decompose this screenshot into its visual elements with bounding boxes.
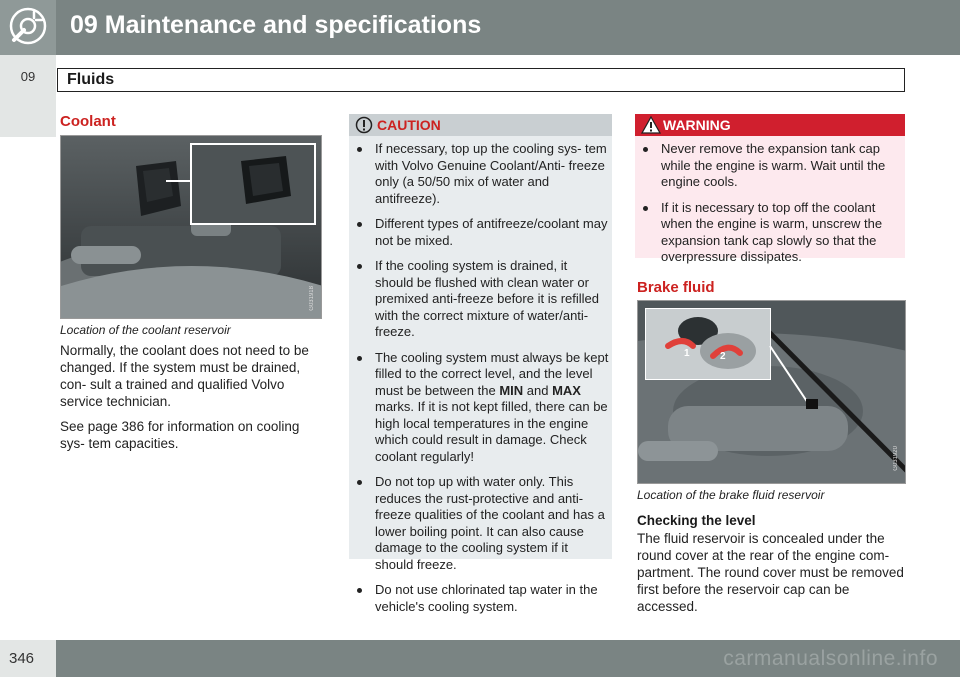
watermark: carmanualsonline.info: [723, 647, 938, 670]
caution-item: Do not top up with water only. This reduces the rust-protective and anti- freeze qualities of the coolant and has a lower boiling point. It can also cause damage to the cooling system if it should freeze.: [353, 474, 609, 573]
warning-title: WARNING: [663, 117, 731, 133]
chapter-icon-box: [0, 0, 56, 55]
chapter-sidebar: [0, 55, 56, 137]
chapter-number: 09: [20, 69, 36, 84]
wrench-gear-icon: [8, 6, 48, 46]
coolant-caption: Location of the coolant reservoir: [60, 323, 231, 337]
chapter-title: 09 Maintenance and specifications: [70, 11, 482, 39]
warning-item: Never remove the expansion tank cap while the engine is warm. Wait until the engine cools.: [639, 141, 901, 191]
exclamation-circle-icon: [355, 116, 373, 134]
brake-reservoir-illustration: [638, 301, 906, 484]
caution-header: [349, 114, 612, 136]
caution-item: Different types of antifreeze/coolant may not be mixed.: [353, 216, 609, 249]
bullet-dot: [357, 147, 362, 152]
warning-box: [635, 114, 905, 264]
brake-fluid-photo: [637, 300, 906, 484]
coolant-reservoir-photo: [60, 135, 322, 319]
section-title-box: [57, 68, 905, 92]
bullet-dot: [357, 356, 362, 361]
caution-box: [349, 114, 612, 614]
coolant-image-code: G031918: [309, 286, 315, 311]
section-title: Fluids: [67, 71, 115, 88]
warning-item: If it is necessary to top off the coolant when the engine is warm, unscrew the expansion tank cap slowly so that the overpressure dissipates.: [639, 200, 901, 266]
caution-item: If necessary, top up the cooling sys- tem with Volvo Genuine Coolant/Anti- freeze only (a 50/50 mix of water and antifreeze).: [353, 141, 609, 207]
bullet-dot: [357, 264, 362, 269]
bullet-dot: [357, 222, 362, 227]
bullet-dot: [357, 588, 362, 593]
footer-page-box: [0, 640, 56, 677]
caution-item: If the cooling system is drained, it should be flushed with clean water or premixed anti-freeze before it is refilled with the correct mixture of water/anti- freeze.: [353, 258, 609, 341]
callout-2: 2: [720, 351, 726, 362]
checking-level-text: The fluid reservoir is concealed under the round cover at the rear of the engine com- partment. The round cover must be removed first before the reservoir cap can be accessed.: [637, 531, 904, 614]
caution-title: CAUTION: [377, 117, 441, 133]
brake-image-code: G031920: [893, 446, 899, 471]
caution-item: Do not use chlorinated tap water in the vehicle's cooling system.: [353, 582, 609, 615]
coolant-heading: Coolant: [60, 113, 116, 130]
chapter-header: [0, 0, 960, 55]
warning-triangle-icon: [641, 116, 661, 134]
engine-bay-illustration: [61, 136, 322, 319]
brake-fluid-heading: Brake fluid: [637, 279, 715, 296]
caution-item: The cooling system must always be kept filled to the correct level, and the level must be between the MIN and MAX marks. If it is not kept filled, there can be high local temperatures in the engine which could result in damage. Check coolant regularly!: [353, 350, 609, 466]
caution-list: [353, 141, 609, 624]
coolant-paragraph-1: Normally, the coolant does not need to be changed. If the system must be drained, con- sult a trained and qualified Volvo service technician.: [60, 343, 309, 409]
page-number: 346: [9, 650, 35, 667]
coolant-paragraph-2: See page 386 for information on cooling sys- tem capacities.: [60, 419, 300, 451]
bullet-dot: [643, 147, 648, 152]
page-footer: [0, 640, 960, 677]
bullet-dot: [357, 480, 362, 485]
warning-header: [635, 114, 905, 136]
warning-list: [639, 141, 901, 275]
bullet-dot: [643, 206, 648, 211]
checking-level-heading: Checking the level: [637, 513, 756, 528]
callout-1: 1: [684, 348, 690, 359]
brake-caption: Location of the brake fluid reservoir: [637, 488, 825, 502]
